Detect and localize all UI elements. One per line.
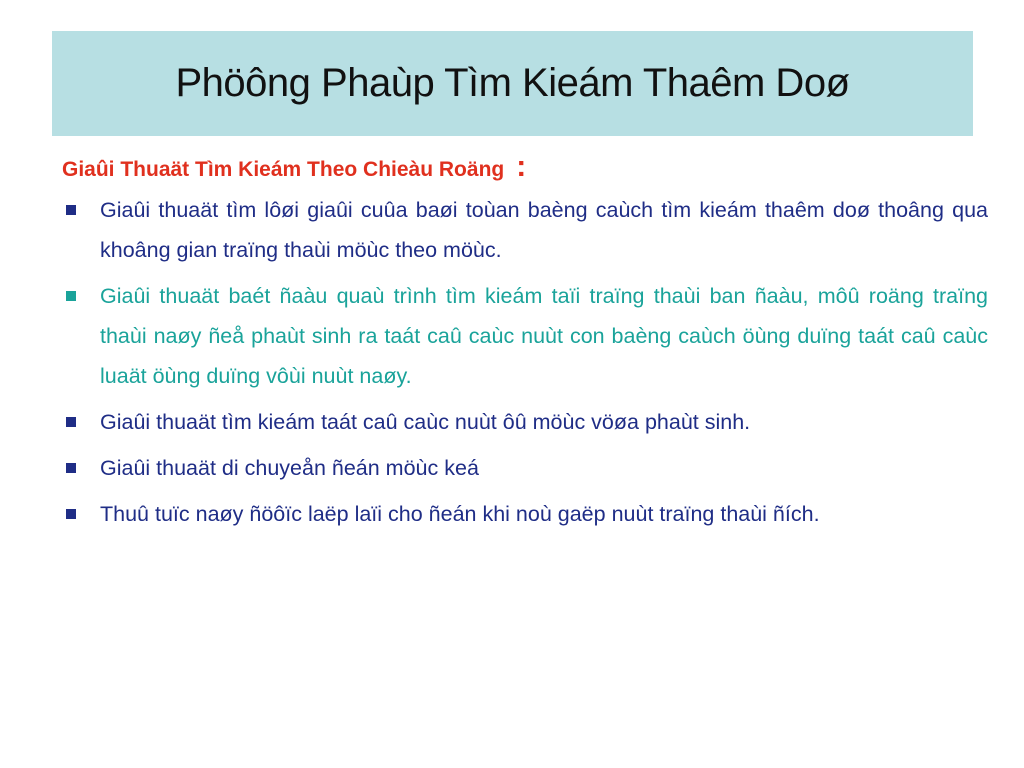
- bullet-text: Giaûi thuaät di chuyeån ñeán möùc keá: [100, 456, 479, 480]
- square-bullet-icon: [66, 291, 76, 301]
- slide-content: [62, 152, 988, 540]
- bullet-item: [62, 494, 988, 534]
- bullet-item: [62, 190, 988, 270]
- subheading-text: Giaûi Thuaät Tìm Kieám Theo Chieàu Roäng: [62, 158, 505, 181]
- title-band: [52, 31, 973, 136]
- subheading: [62, 152, 988, 182]
- slide-title: Phöông Phaùp Tìm Kieám Thaêm Doø: [175, 61, 850, 105]
- square-bullet-icon: [66, 509, 76, 519]
- square-bullet-icon: [66, 463, 76, 473]
- bullet-text: Giaûi thuaät tìm lôøi giaûi cuûa baøi toùan baèng caùch tìm kieám thaêm doø thoâng qua khoâng gian traïng thaùi möùc theo möùc.: [100, 198, 988, 262]
- bullet-text: Giaûi thuaät tìm kieám taát caû caùc nuùt ôû möùc vöøa phaùt sinh.: [100, 410, 751, 434]
- bullet-item: [62, 402, 988, 442]
- bullet-text: Giaûi thuaät baét ñaàu quaù trình tìm kieám taïi traïng thaùi ban ñaàu, môû roäng traïng thaùi naøy ñeå phaùt sinh ra taát caû caùc nuùt con baèng caùch öùng duïng taát caû caùc luaät öùng duïng vôùi nuùt naøy.: [100, 284, 988, 388]
- square-bullet-icon: [66, 417, 76, 427]
- bullet-item: [62, 448, 988, 488]
- square-bullet-icon: [66, 205, 76, 215]
- bullet-item: [62, 276, 988, 396]
- bullet-text: Thuû tuïc naøy ñöôïc laëp laïi cho ñeán khi noù gaëp nuùt traïng thaùi ñích.: [100, 502, 820, 526]
- bullet-list: [62, 190, 988, 534]
- subheading-colon: :: [516, 150, 527, 183]
